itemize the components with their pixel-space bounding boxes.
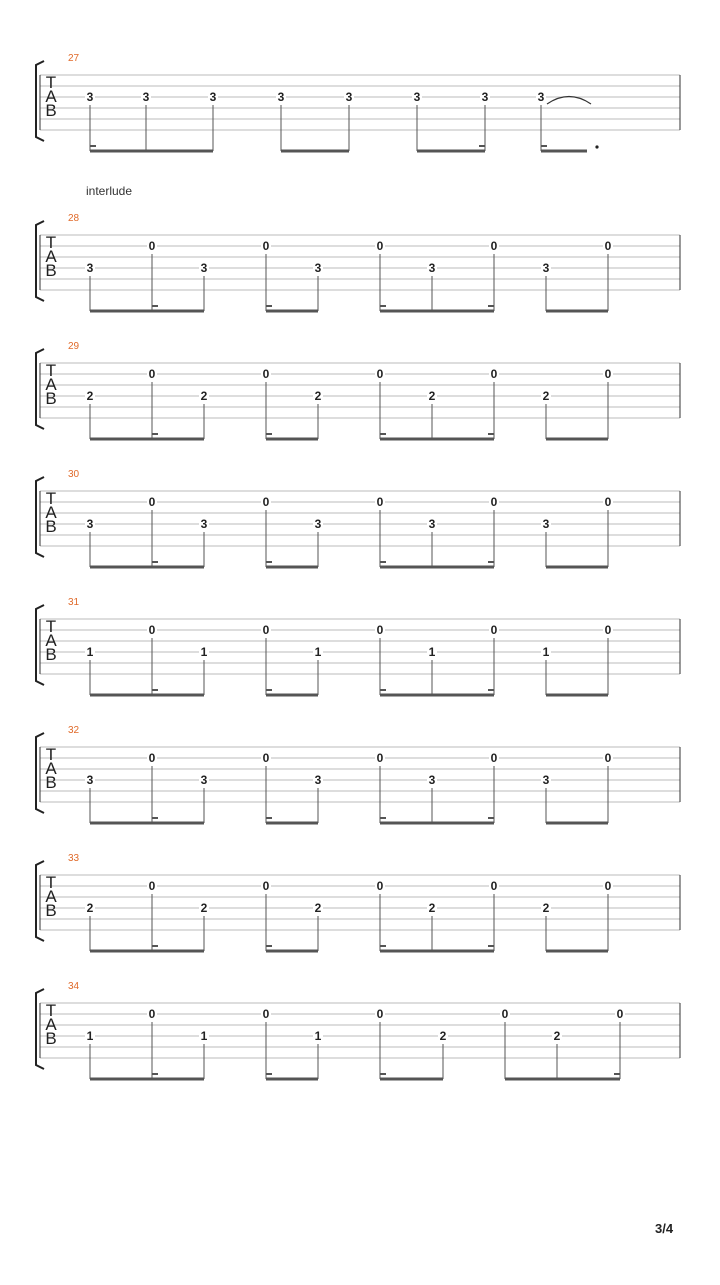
measure-number: 29 bbox=[68, 341, 80, 352]
fret-number: 1 bbox=[428, 645, 436, 659]
tab-clef-letter: A bbox=[45, 375, 57, 394]
fret-number: 3 bbox=[314, 261, 322, 275]
fret-number: 3 bbox=[428, 773, 436, 787]
fret-number: 0 bbox=[262, 367, 270, 381]
fret-number: 3 bbox=[86, 773, 94, 787]
fret-number: 0 bbox=[501, 1007, 509, 1021]
tab-clef-letter: B bbox=[45, 901, 57, 920]
fret-number: 3 bbox=[428, 517, 436, 531]
tab-clef-letter: T bbox=[45, 73, 57, 92]
fret-number: 0 bbox=[262, 623, 270, 637]
fret-number: 1 bbox=[86, 645, 94, 659]
tab-clef-letter: A bbox=[45, 87, 57, 106]
fret-number: 1 bbox=[542, 645, 550, 659]
fret-number: 2 bbox=[553, 1029, 561, 1043]
rhythm-dot bbox=[595, 145, 598, 148]
fret-number: 0 bbox=[490, 879, 498, 893]
tab-clef-letter: B bbox=[45, 389, 57, 408]
fret-number: 0 bbox=[604, 751, 612, 765]
tab-clef-letter: T bbox=[45, 1001, 57, 1020]
fret-number: 0 bbox=[262, 1007, 270, 1021]
fret-number: 3 bbox=[200, 773, 208, 787]
fret-number: 3 bbox=[345, 90, 353, 104]
measure-number: 33 bbox=[68, 853, 80, 864]
fret-number: 3 bbox=[86, 261, 94, 275]
fret-number: 2 bbox=[86, 901, 94, 915]
fret-number: 0 bbox=[148, 1007, 156, 1021]
fret-number: 0 bbox=[490, 623, 498, 637]
fret-number: 2 bbox=[314, 901, 322, 915]
fret-number: 3 bbox=[542, 261, 550, 275]
fret-number: 3 bbox=[413, 90, 421, 104]
fret-number: 0 bbox=[148, 623, 156, 637]
fret-number: 0 bbox=[148, 239, 156, 253]
tab-clef-letter: T bbox=[45, 617, 57, 636]
fret-number: 2 bbox=[200, 901, 208, 915]
fret-number: 2 bbox=[428, 901, 436, 915]
fret-number: 3 bbox=[209, 90, 217, 104]
fret-number: 0 bbox=[490, 239, 498, 253]
tab-clef-letter: T bbox=[45, 873, 57, 892]
tab-clef-letter: A bbox=[45, 887, 57, 906]
page-number: 3/4 bbox=[655, 1221, 674, 1236]
fret-number: 0 bbox=[148, 495, 156, 509]
fret-number: 0 bbox=[490, 751, 498, 765]
measure-number: 31 bbox=[68, 597, 80, 608]
fret-number: 0 bbox=[376, 367, 384, 381]
fret-number: 1 bbox=[200, 1029, 208, 1043]
fret-number: 3 bbox=[481, 90, 489, 104]
fret-number: 0 bbox=[604, 495, 612, 509]
fret-number: 3 bbox=[314, 517, 322, 531]
fret-number: 3 bbox=[142, 90, 150, 104]
section-label-interlude: interlude bbox=[86, 184, 133, 198]
tab-clef-letter: A bbox=[45, 503, 57, 522]
fret-number: 2 bbox=[428, 389, 436, 403]
measure-number: 27 bbox=[68, 53, 80, 64]
tab-clef-letter: T bbox=[45, 489, 57, 508]
fret-number: 2 bbox=[542, 389, 550, 403]
tab-clef-letter: T bbox=[45, 745, 57, 764]
tab-clef-letter: T bbox=[45, 233, 57, 252]
fret-number: 0 bbox=[376, 879, 384, 893]
fret-number: 0 bbox=[262, 751, 270, 765]
fret-number: 2 bbox=[542, 901, 550, 915]
fret-number: 0 bbox=[604, 367, 612, 381]
fret-number: 3 bbox=[200, 517, 208, 531]
fret-number: 3 bbox=[542, 517, 550, 531]
fret-number: 0 bbox=[490, 367, 498, 381]
fret-number: 2 bbox=[439, 1029, 447, 1043]
tab-clef-letter: B bbox=[45, 645, 57, 664]
tab-clef-letter: B bbox=[45, 1029, 57, 1048]
fret-number: 3 bbox=[537, 90, 545, 104]
fret-number: 0 bbox=[148, 367, 156, 381]
fret-number: 0 bbox=[376, 239, 384, 253]
fret-number: 0 bbox=[376, 1007, 384, 1021]
fret-number: 3 bbox=[542, 773, 550, 787]
fret-number: 0 bbox=[262, 239, 270, 253]
fret-number: 3 bbox=[277, 90, 285, 104]
fret-number: 1 bbox=[314, 1029, 322, 1043]
tab-clef-letter: A bbox=[45, 1015, 57, 1034]
fret-number: 0 bbox=[262, 879, 270, 893]
fret-number: 3 bbox=[86, 90, 94, 104]
fret-number: 0 bbox=[490, 495, 498, 509]
fret-number: 1 bbox=[314, 645, 322, 659]
tab-clef-letter: A bbox=[45, 759, 57, 778]
fret-number: 0 bbox=[616, 1007, 624, 1021]
fret-number: 0 bbox=[376, 495, 384, 509]
fret-number: 0 bbox=[262, 495, 270, 509]
tab-clef-letter: A bbox=[45, 631, 57, 650]
measure-number: 34 bbox=[68, 981, 80, 992]
tab-clef-letter: T bbox=[45, 361, 57, 380]
fret-number: 0 bbox=[376, 751, 384, 765]
fret-number: 2 bbox=[314, 389, 322, 403]
fret-number: 3 bbox=[428, 261, 436, 275]
fret-number: 3 bbox=[314, 773, 322, 787]
fret-number: 1 bbox=[86, 1029, 94, 1043]
fret-number: 2 bbox=[86, 389, 94, 403]
fret-number: 1 bbox=[200, 645, 208, 659]
fret-number: 0 bbox=[604, 623, 612, 637]
tab-clef-letter: B bbox=[45, 773, 57, 792]
fret-number: 0 bbox=[148, 751, 156, 765]
fret-number: 2 bbox=[200, 389, 208, 403]
fret-number: 3 bbox=[200, 261, 208, 275]
measure-number: 32 bbox=[68, 725, 80, 736]
tab-clef-letter: B bbox=[45, 517, 57, 536]
measure-number: 30 bbox=[68, 469, 80, 480]
tie-arc bbox=[547, 97, 591, 105]
tab-clef-letter: A bbox=[45, 247, 57, 266]
fret-number: 0 bbox=[604, 879, 612, 893]
fret-number: 0 bbox=[604, 239, 612, 253]
tab-clef-letter: B bbox=[45, 101, 57, 120]
fret-number: 0 bbox=[376, 623, 384, 637]
fret-number: 3 bbox=[86, 517, 94, 531]
fret-number: 0 bbox=[148, 879, 156, 893]
measure-number: 28 bbox=[68, 213, 80, 224]
tab-clef-letter: B bbox=[45, 261, 57, 280]
